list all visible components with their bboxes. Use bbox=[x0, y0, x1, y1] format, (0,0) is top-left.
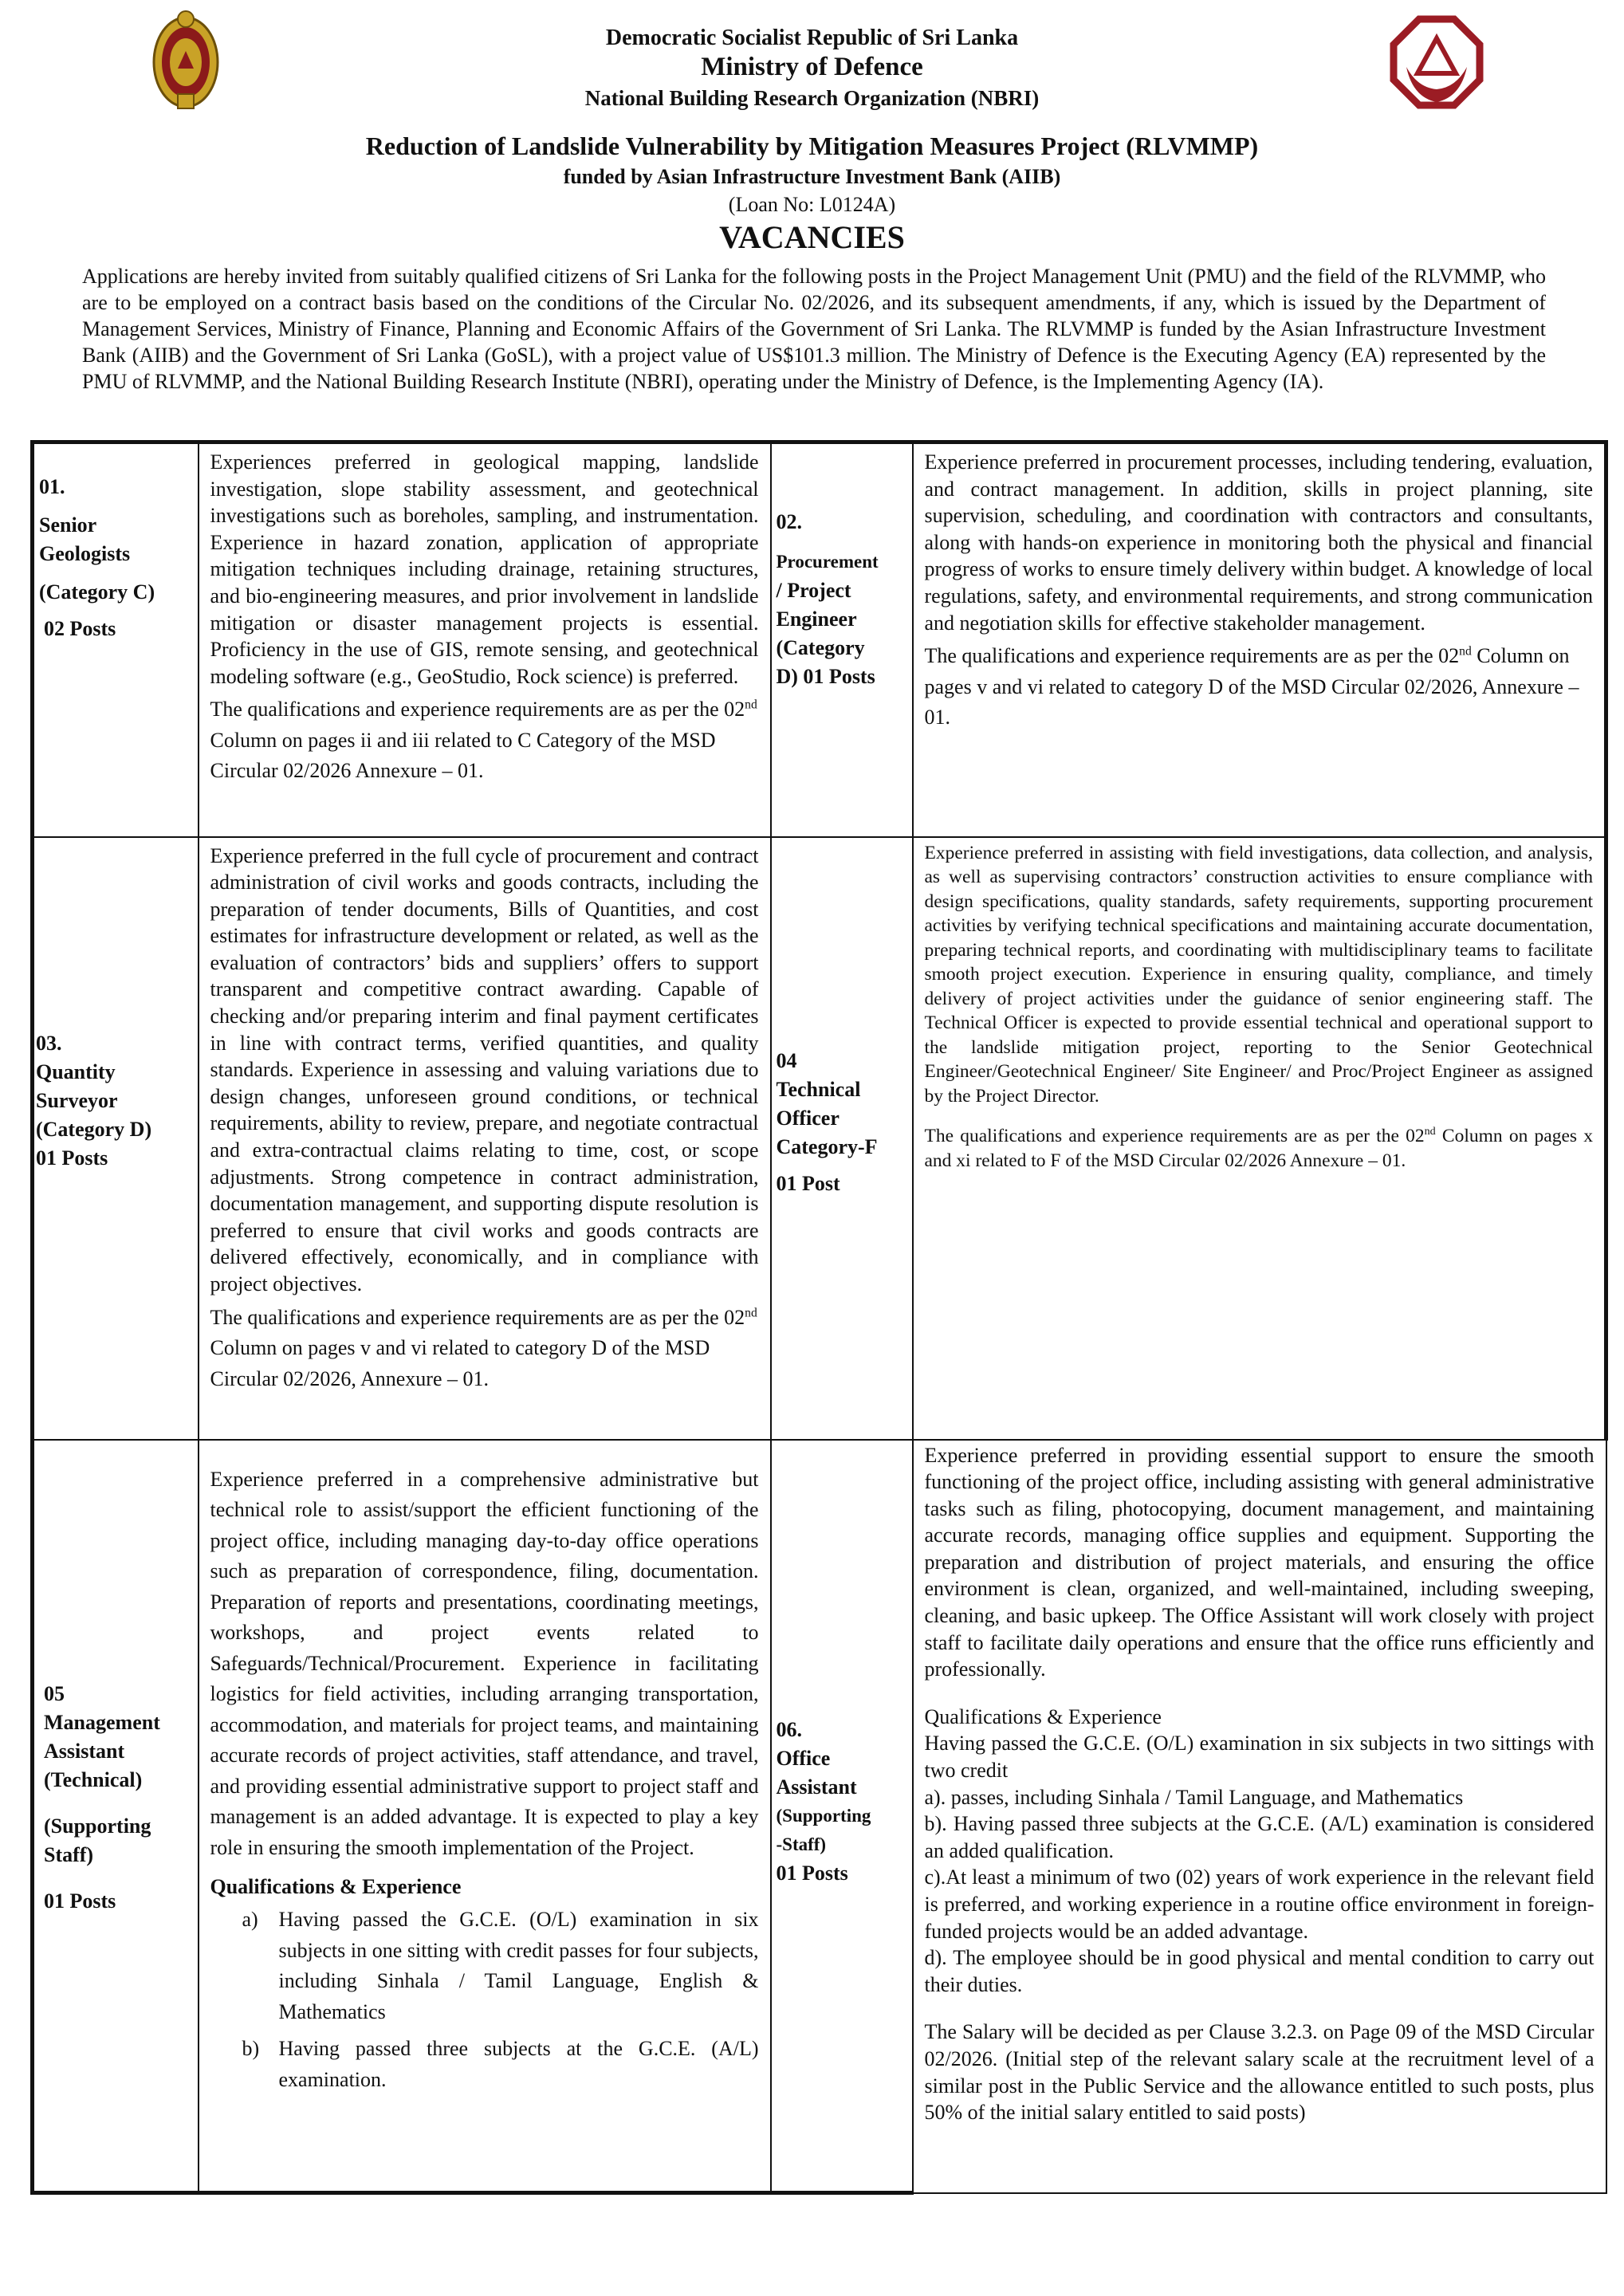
post-05-cell bbox=[33, 1440, 199, 2193]
table-row bbox=[33, 442, 1606, 837]
vacancies-table bbox=[30, 440, 1608, 2195]
post-title: Officer bbox=[776, 1106, 840, 1130]
post-title: / Project bbox=[776, 579, 851, 602]
post-title: Engineer bbox=[776, 607, 857, 631]
post-requirements: The qualifications and experience requirements are as per the 02nd Column on pages x and xi related to F of the MSD Circular 02/2026 Annexure – 01. bbox=[924, 1125, 1593, 1171]
qualifications-list bbox=[210, 1905, 759, 2095]
post-title: Assistant bbox=[776, 1775, 857, 1799]
post-category: (Category bbox=[776, 636, 865, 659]
list-item: a) Having passed the G.C.E. (O/L) examination in six subjects in one sitting with credit passes for four subjects, including Sinhala / Tamil Language, English & Mathematics bbox=[242, 1908, 759, 2023]
qualifications-intro: Having passed the G.C.E. (O/L) examination in six subjects in two sittings with two credit bbox=[924, 1732, 1595, 1783]
post-06-cell bbox=[771, 1440, 913, 2193]
post-title: Procurement bbox=[776, 552, 879, 572]
post-title: Management bbox=[44, 1710, 160, 1734]
qualifications-heading: Qualifications & Experience bbox=[210, 1875, 462, 1898]
post-description: Experience preferred in assisting with field investigations, data collection, and analysis, as well as supervising contractors’ construction activities to ensure compliance with design specifications, quality standards, safety requirements, supporting procurement activities by verifying technical specifications and maintaining accurate documentation, preparing technical reports, and coordinating with multidisciplinary teams to facilitate smooth project execution. Experience in ensuring quality, compliance, and timely delivery of project activities under the guidance of senior engineering staff. The Technical Officer is expected to provide essential technical and operational support to the landslide mitigation project, reporting to the Senior Geotechnical Engineer/Geotechnical Engineer/ Site Engineer/ and Proc/Project Engineer as assigned by the Project Director. bbox=[924, 842, 1593, 1107]
qualifications-heading: Qualifications & Experience bbox=[924, 1704, 1162, 1728]
post-02-cell bbox=[771, 442, 913, 837]
post-count: 01 Posts bbox=[776, 1861, 848, 1885]
post-number: 02. bbox=[776, 510, 802, 533]
post-requirements: The qualifications and experience requirements are as per the 02nd Column on pages ii and iii related to C Category of the MSD Circular 02/2026 Annexure – 01. bbox=[210, 698, 757, 783]
funded-by: funded by Asian Infrastructure Investment Bank (AIIB) bbox=[563, 165, 1061, 188]
project-title: Reduction of Landslide Vulnerability by Mitigation Measures Project (RLVMMP) bbox=[365, 132, 1259, 160]
table-row bbox=[33, 1440, 1606, 2193]
post-03-description-cell bbox=[199, 837, 771, 1440]
post-requirements: The qualifications and experience requirements are as per the 02nd Column on pages v and vi related to category D of the MSD Circular 02/2026, Annexure – 01. bbox=[210, 1305, 757, 1390]
post-number: 04 bbox=[776, 1048, 797, 1072]
table-row bbox=[33, 837, 1606, 1440]
post-count: 01 Posts bbox=[44, 1889, 116, 1913]
post-title: Technical bbox=[776, 1077, 861, 1101]
post-staff-type: -Staff) bbox=[776, 1834, 827, 1854]
post-staff-type: Staff) bbox=[44, 1842, 94, 1866]
list-item: b) Having passed three subjects at the G.C.E. (A/L) examination. bbox=[242, 2037, 759, 2091]
post-category: Category-F bbox=[776, 1134, 878, 1158]
post-category: (Category C) bbox=[39, 580, 155, 603]
post-04-cell bbox=[771, 837, 913, 1440]
header-line-country: Democratic Socialist Republic of Sri Lanka bbox=[605, 26, 1019, 50]
post-02-description-cell bbox=[913, 442, 1606, 837]
letterhead bbox=[0, 0, 1624, 263]
salary-note: The Salary will be decided as per Clause 3.2.3. on Page 09 of the MSD Circular 02/2026. (Initial step of the relevant salary scale at the recruitment level of a similar post in the Public Service and the allowance entitled to such posts, plus 50% of the initial salary entitled to said posts) bbox=[924, 2020, 1595, 2125]
post-title: Surveyor bbox=[36, 1088, 118, 1112]
post-04-description-cell bbox=[913, 837, 1606, 1440]
post-title: Quantity bbox=[36, 1060, 116, 1083]
post-staff-type: (Supporting bbox=[44, 1814, 151, 1838]
post-count: 02 Posts bbox=[44, 617, 116, 640]
post-description: Experience preferred in a comprehensive administrative but technical role to assist/support the efficient functioning of the project office, including managing day-to-day office operations such as preparation of correspondence, filing, documentation. Preparation of reports and presentations, coordinating meetings, workshops, and project events related to Safeguards/Technical/Procurement. Experience in facilitating logistics for field activities, including arranging transportation, accommodation, and materials for project teams, and maintaining accurate records of project activities, staff attendance, and travel, and providing essential administrative support to project staff and management is an added advantage. It is expected to play a key role in ensuring the smooth implementation of the Project. bbox=[210, 1467, 759, 1859]
post-title: Office bbox=[776, 1746, 831, 1770]
post-number: 05 bbox=[44, 1681, 65, 1705]
post-staff-type: (Supporting bbox=[776, 1805, 871, 1826]
post-title: Geologists bbox=[39, 542, 131, 565]
post-description: Experience preferred in providing essential support to ensure the smooth functioning of the project office, including assisting with general administrative tasks such as filing, photocopying, document management, and maintaining accurate records, managing office supplies and equipment. Supporting the preparation and distribution of project materials, and ensuring the office environment is clean, organized, and well-maintained, including sweeping, cleaning, and basic upkeep. The Office Assistant will work closely with project staff to facilitate daily operations and ensure that the office runs efficiently and professionally. bbox=[924, 1443, 1595, 1681]
header-line-nbri: National Building Research Organization (NBRI) bbox=[584, 86, 1040, 110]
post-count: 01 Posts bbox=[36, 1146, 108, 1170]
post-01-description-cell bbox=[199, 442, 771, 837]
loan-number: (Loan No: L0124A) bbox=[728, 193, 896, 216]
post-06-description-cell bbox=[913, 1440, 1606, 2193]
post-description: Experience preferred in procurement processes, including tendering, evaluation, and contract management. In addition, skills in project planning, site supervision, scheduling, and coordination with contractors and consultants, along with hands-on experience in monitoring both the physical and financial progress of works to ensure timely delivery within budget. A knowledge of local regulations, safety, and environmental requirements, and strong communication and negotiation skills for effective stakeholder management. bbox=[924, 450, 1593, 635]
qualification-item: d). The employee should be in good physical and mental condition to carry out their duties. bbox=[924, 1946, 1595, 1996]
qualification-item: b). Having passed three subjects at the G.C.E. (A/L) examination is considered an added qualification. bbox=[924, 1812, 1595, 1862]
post-number: 01. bbox=[39, 475, 65, 498]
post-category: (Category D) bbox=[36, 1117, 152, 1141]
post-05-description-cell bbox=[199, 1440, 771, 2193]
post-description: Experience preferred in the full cycle of procurement and contract administration of civil works and goods contracts, including the preparation of tender documents, Bills of Quantities, and cost estimates for infrastructure development or related, as well as the evaluation of contractors’ bids and suppliers’ offers to support transparent and competitive contract awarding. Capable of checking and/or preparing interim and final payment certificates in line with contract terms, verified quantities, and quality standards. Experience in assessing and valuing variations due to design changes, unforeseen ground conditions, or technical requirements, ability to review, prepare, and negotiate contractual and extra-contractual claims relating to time, cost, or scope adjustments. Strong competence in contract administration, documentation management, and supporting dispute resolution is preferred to ensure that civil works and goods contracts are delivered effectively, economically, and in compliance with project objectives. bbox=[210, 843, 759, 1295]
post-count: 01 Post bbox=[776, 1171, 840, 1195]
qualification-item: a). passes, including Sinhala / Tamil Language, and Mathematics bbox=[924, 1785, 1464, 1809]
post-03-cell bbox=[33, 837, 199, 1440]
intro-paragraph: Applications are hereby invited from suitably qualified citizens of Sri Lanka for the following posts in the Project Management Unit (PMU) and the field of the RLVMMP, who are to be employed on a contract basis based on the conditions of the Circular No. 02/2026, and its subsequent amendments, if any, which is issued by the Department of Management Services, Ministry of Finance, Planning and Economic Affairs of the Government of Sri Lanka. The RLVMMP is funded by the Asian Infrastructure Investment Bank (AIIB) and the Government of Sri Lanka (GoSL), with a project value of US$101.3 million. The Ministry of Defence is the Executing Agency (EA) represented by the PMU of RLVMMP, and the National Building Research Institute (NBRI), operating under the Ministry of Defence, is the Implementing Agency (IA). bbox=[82, 265, 1546, 393]
qualification-item: c).At least a minimum of two (02) years of work experience in the relevant field is preferred, and working experience in a routine office environment in foreign-funded projects would be an added advantage. bbox=[924, 1866, 1595, 1943]
header-line-ministry: Ministry of Defence bbox=[701, 53, 923, 81]
post-count: D) 01 Posts bbox=[776, 665, 875, 688]
post-title: (Technical) bbox=[44, 1767, 143, 1791]
post-title: Senior bbox=[39, 513, 97, 537]
post-number: 03. bbox=[36, 1031, 62, 1055]
post-requirements: The qualifications and experience requirements are as per the 02nd Column on pages v and vi related to category D of the MSD Circular 02/2026, Annexure – 01. bbox=[924, 644, 1579, 729]
post-description: Experiences preferred in geological mapping, landslide investigation, slope stability assessment, and geotechnical investigations such as boreholes, sampling, and instrumentation. Experience in hazard zonation, application of appropriate mitigation techniques including drainage, retaining structures, and bio-engineering measures, and prior involvement in landslide mitigation or disaster management projects is essential. Proficiency in the use of GIS, remote sensing, and geotechnical modeling software (e.g., GeoStudio, Rock science) is preferred. bbox=[210, 450, 759, 688]
post-01-cell bbox=[33, 442, 199, 837]
post-number: 06. bbox=[776, 1717, 802, 1741]
post-title: Assistant bbox=[44, 1739, 125, 1763]
vacancies-heading: VACANCIES bbox=[719, 219, 905, 255]
